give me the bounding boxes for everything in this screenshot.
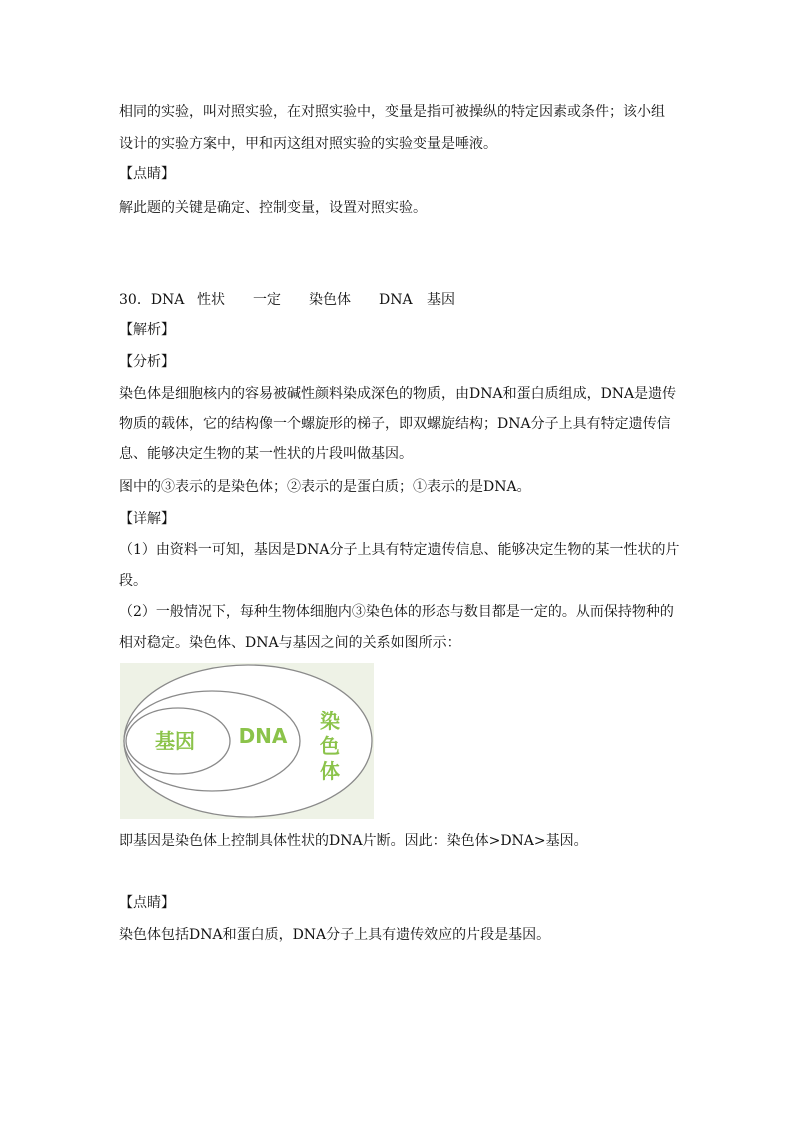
gene-label: 基因	[155, 729, 195, 753]
question-30-number: 30．DNA	[119, 292, 185, 308]
xiangjie-p1-line-2: 段。	[119, 573, 147, 589]
answer-blank-3: 染色体	[309, 292, 351, 308]
fenxi-line-1: 染色体是细胞核内的容易被碱性颜料染成深色的物质，由DNA和蛋白质组成，DNA是遗传	[119, 386, 677, 402]
dianjing-1-text: 解此题的关键是确定、控制变量，设置对照实验。	[119, 200, 427, 216]
nested-ellipses-svg	[120, 663, 374, 819]
fenxi-line-3: 息、能够决定生物的某一性状的片段叫做基因。	[119, 446, 413, 462]
gene-dna-chromosome-diagram	[120, 663, 374, 819]
dianjing-2-text: 染色体包括DNA和蛋白质，DNA分子上具有遗传效应的片段是基因。	[119, 927, 551, 943]
conclusion-text: 即基因是染色体上控制具体性状的DNA片断。因此：染色体>DNA>基因。	[119, 833, 588, 849]
answer-blank-2: 一定	[253, 292, 281, 308]
heading-dianjing-1: 【点睛】	[119, 166, 175, 182]
heading-dianjing-2: 【点睛】	[119, 895, 175, 911]
answer-blank-4: DNA	[379, 292, 413, 308]
intro-line-2: 设计的实验方案中，甲和丙这组对照实验的实验变量是唾液。	[119, 136, 497, 152]
answer-blank-5: 基因	[427, 292, 455, 308]
dna-label: DNA	[238, 724, 288, 748]
chromosome-label-char-1: 染	[320, 709, 340, 733]
fenxi-line-2: 物质的载体，它的结构像一个螺旋形的梯子，即双螺旋结构；DNA分子上具有特定遗传信	[119, 416, 671, 432]
answer-blank-1: 性状	[197, 292, 225, 308]
xiangjie-p2-line-1: （2）一般情况下，每种生物体细胞内③染色体的形态与数目都是一定的。从而保持物种的	[119, 604, 674, 620]
heading-jiexi: 【解析】	[119, 322, 175, 338]
chromosome-label-char-3: 体	[320, 759, 340, 783]
fenxi-line-4: 图中的③表示的是染色体；②表示的是蛋白质；①表示的是DNA。	[119, 479, 531, 495]
xiangjie-p2-line-2: 相对稳定。染色体、DNA与基因之间的关系如图所示：	[119, 635, 461, 651]
heading-fenxi: 【分析】	[119, 354, 175, 370]
heading-xiangjie: 【详解】	[119, 511, 175, 527]
intro-line-1: 相同的实验，叫对照实验，在对照实验中，变量是指可被操纵的特定因素或条件；该小组	[119, 104, 665, 120]
xiangjie-p1-line-1: （1）由资料一可知，基因是DNA分子上具有特定遗传信息、能够决定生物的某一性状的片	[119, 542, 680, 558]
chromosome-label-char-2: 色	[320, 734, 340, 758]
